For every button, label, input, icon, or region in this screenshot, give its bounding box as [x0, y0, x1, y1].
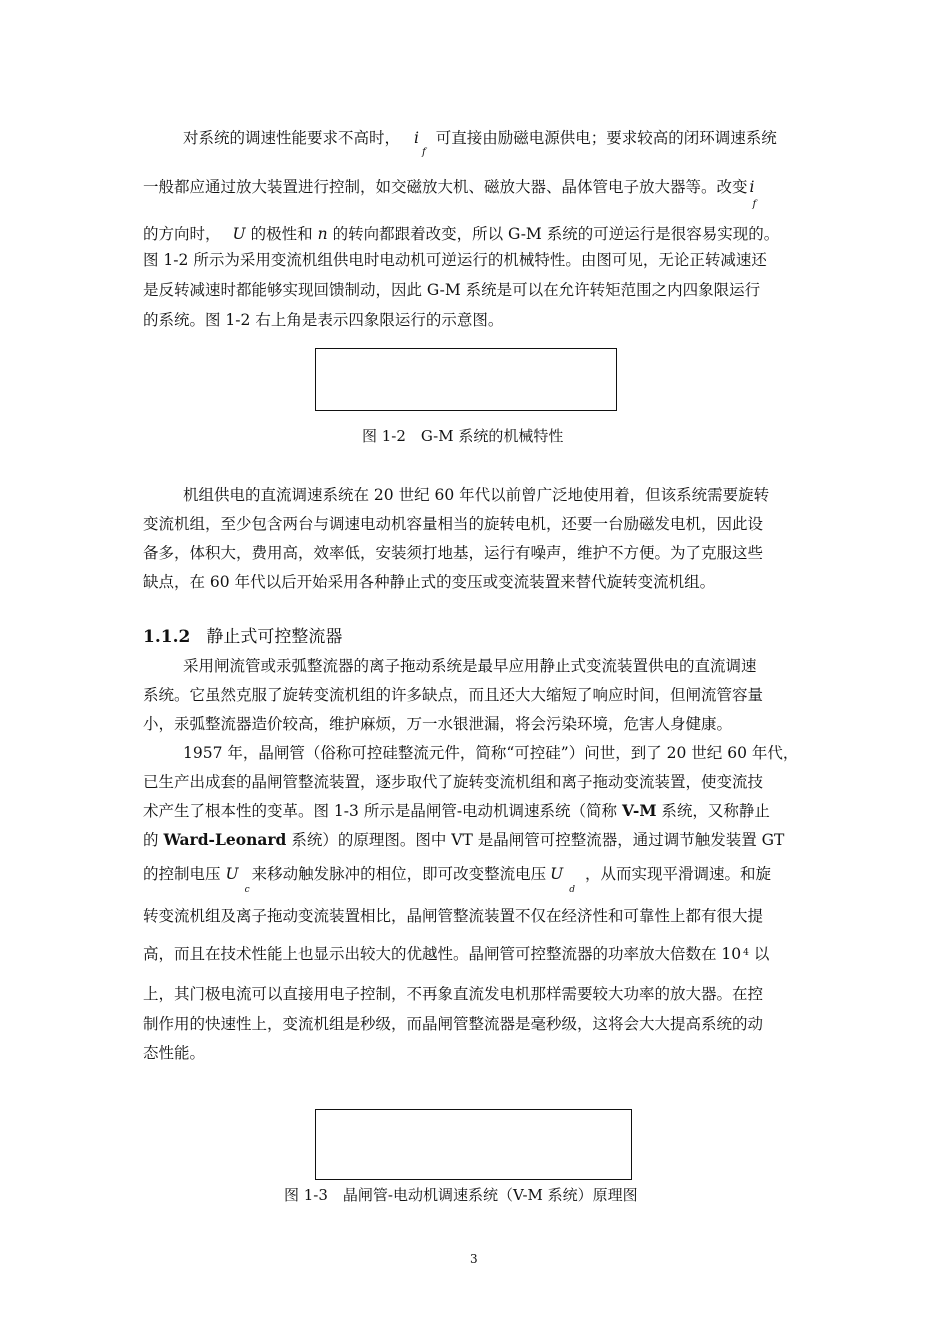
paragraph2-line1: 机组供电的直流调速系统在 20 世纪 60 年代以前曾广泛地使用着，但该系统需要旋转: [183, 486, 770, 504]
paragraph4-line10: 态性能。: [143, 1044, 206, 1062]
paragraph1-line6: 的系统。图 1-2 右上角是表示四象限运行的示意图。: [143, 311, 504, 329]
paragraph4-line5: 的控制电压 $U_c$来移动触发脉冲的相位，即可改变整流电压 $U_d$，从而实现平滑调速。和旋: [143, 865, 772, 895]
paragraph4-line9: 制作用的快速性上，变流机组是秒级，而晶闸管整流器是毫秒级，这将会大大提高系统的动: [143, 1015, 764, 1033]
paragraph2-line3: 备多，体积大，费用高，效率低，安装须打地基，运行有噪声，维护不方便。为了克服这些: [143, 544, 764, 562]
paragraph1-line5: 是反转减速时都能够实现回馈制动，因此 G-M 系统是可以在允许转矩范围之内四象限运行: [143, 281, 761, 299]
paragraph1-line2: 一般都应通过放大装置进行控制，如交磁放大机、磁放大器、晶体管电子放大器等。改变 $i_f$: [143, 178, 757, 210]
section-title: 静止式可控整流器: [206, 627, 343, 647]
paragraph2-line2: 变流机组，至少包含两台与调速电动机容量相当的旋转电机，还要一台励磁发电机，因此设: [143, 515, 764, 533]
paragraph4-line4: 的 Ward-Leonard 系统）的原理图。图中 VT 是晶闸管可控整流器，通过调节触发装置 GT: [143, 830, 785, 849]
paragraph3-line2: 系统。它虽然克服了旋转变流机组的许多缺点，而且还大大缩短了响应时间，但闸流管容量: [143, 686, 764, 704]
paragraph4-line1: 1957 年，晶闸管（俗称可控硅整流元件，简称“可控硅”）问世，到了 20 世纪 60 年代，: [183, 744, 799, 762]
section-number: 1.1.2: [143, 627, 191, 647]
paragraph4-line6: 转变流机组及离子拖动变流装置相比，晶闸管整流装置不仅在经济性和可靠性上都有很大提: [143, 907, 764, 925]
paragraph4-line2: 已生产出成套的晶闸管整流装置，逐步取代了旋转变流机组和离子拖动变流装置，使变流技: [143, 773, 764, 791]
section-heading: [143, 622, 342, 647]
paragraph4-line7: 高，而且在技术性能上也显示出较大的优越性。晶闸管可控整流器的功率放大倍数在 10 $^4$ 以: [143, 945, 770, 963]
paragraph1-line4: 图 1-2 所示为采用变流机组供电时电动机可逆运行的机械特性。由图可见，无论正转减速还: [143, 251, 767, 269]
figure-1-3-caption: 图 1-3 晶闸管-电动机调速系统（V-M 系统）原理图: [284, 1186, 638, 1204]
paragraph4-line3: 术产生了根本性的变革。图 1-3 所示是晶闸管-电动机调速系统（简称 V-M 系统，又称静止: [143, 801, 770, 820]
figure-1-2-caption: 图 1-2 G-M 系统的机械特性: [362, 427, 564, 445]
paragraph1-line1: 对系统的调速性能要求不高时， $i_f$可直接由励磁电源供电；要求较高的闭环调速系统: [183, 129, 777, 158]
page-number: 3: [470, 1252, 478, 1266]
paragraph3-line3: 小，汞弧整流器造价较高，维护麻烦，万一水银泄漏，将会污染环境，危害人身健康。: [143, 715, 733, 733]
figure-1-2-placeholder: [315, 348, 617, 411]
figure-1-3-placeholder: [315, 1109, 632, 1180]
paragraph3-line1: 采用闸流管或汞弧整流器的离子拖动系统是最早应用静止式变流装置供电的直流调速: [183, 657, 757, 675]
paragraph4-line8: 上，其门极电流可以直接用电子控制，不再象直流发电机那样需要较大功率的放大器。在控: [143, 985, 764, 1003]
paragraph2-line4: 缺点，在 60 年代以后开始采用各种静止式的变压或变流装置来替代旋转变流机组。: [143, 573, 716, 591]
paragraph1-line3: 的方向时， U 的极性和 n 的转向都跟着改变，所以 G-M 系统的可逆运行是很容易实现的。: [143, 225, 780, 243]
